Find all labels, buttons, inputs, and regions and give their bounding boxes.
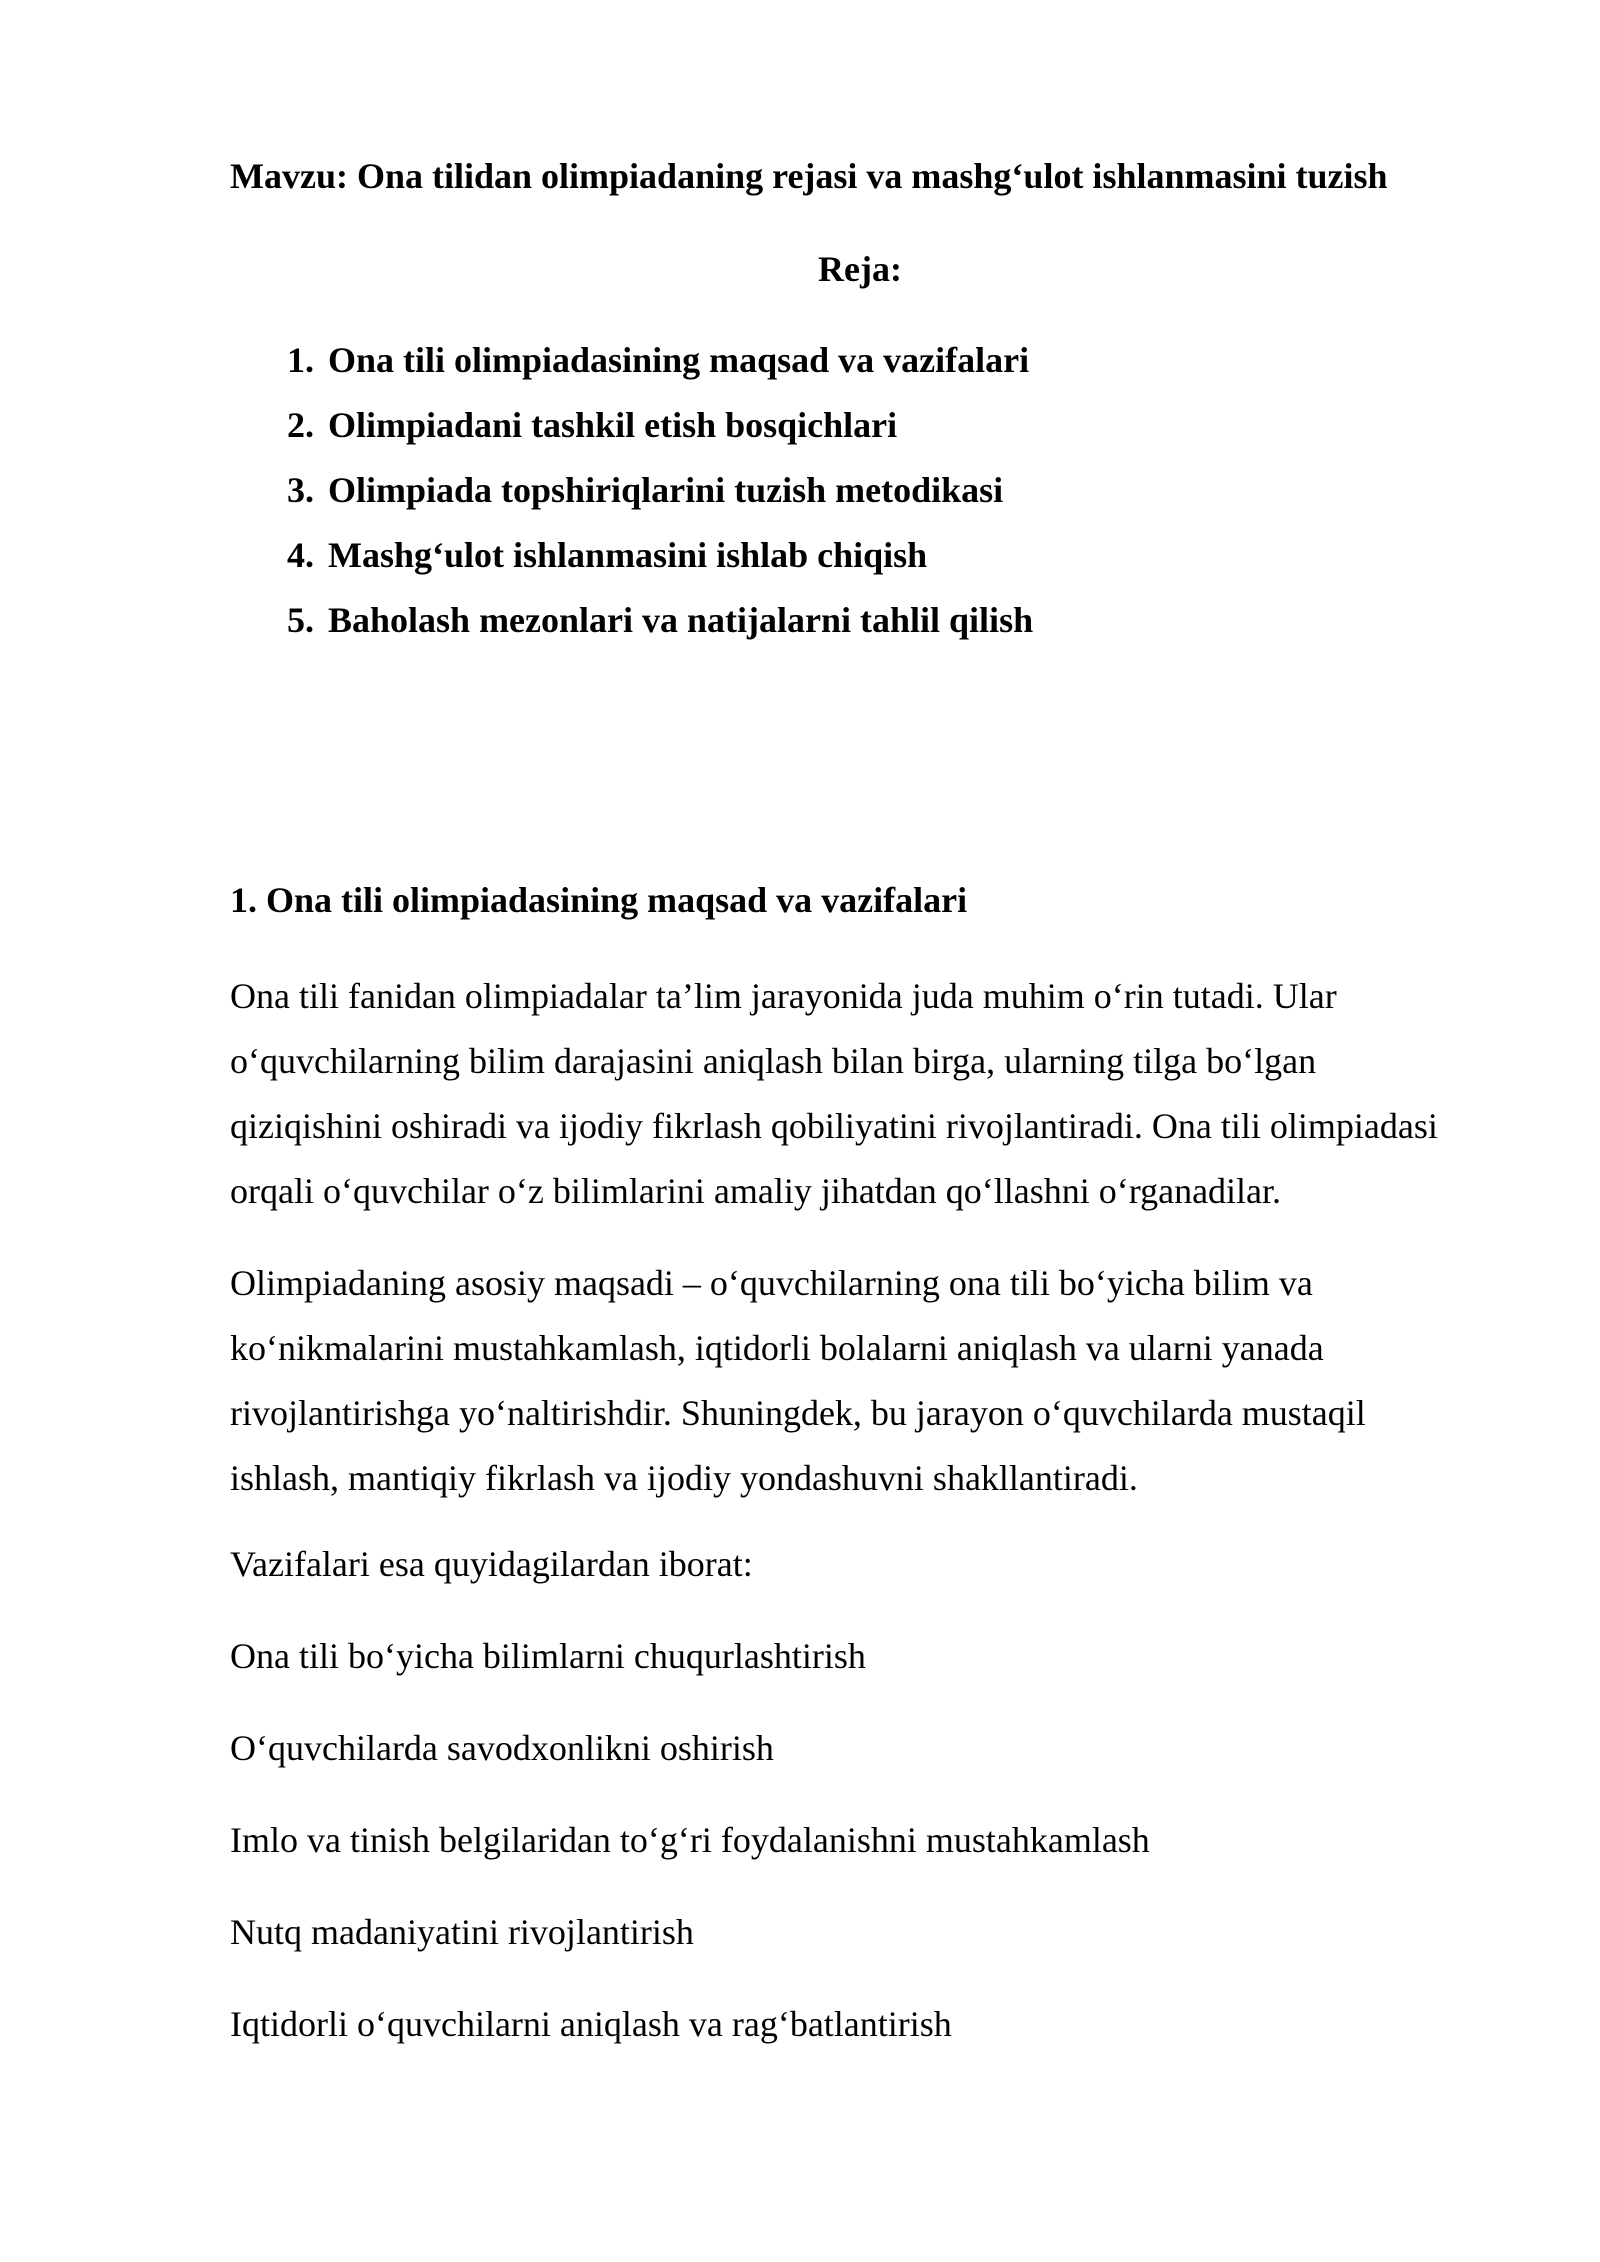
document-title: Mavzu: Ona tilidan olimpiadaning rejasi va mashg‘ulot ishlanmasini tuzish xyxy=(230,156,1388,196)
section-title: 1. Ona tili olimpiadasining maqsad va vazifalari xyxy=(230,880,968,920)
plan-item xyxy=(230,594,1033,659)
plan-item-text: Olimpiada topshiriqlarini tuzish metodikasi xyxy=(328,470,1004,510)
task-item: Imlo va tinish belgilaridan to‘g‘ri foydalanishni mustahkamlash xyxy=(230,1820,1150,1860)
plan-item-number: 1. xyxy=(287,340,314,380)
plan-item-number: 2. xyxy=(287,405,314,445)
task-item: O‘quvchilarda savodxonlikni oshirish xyxy=(230,1728,774,1768)
tasks-intro: Vazifalari esa quyidagilardan iborat: xyxy=(230,1544,753,1584)
plan-item-number: 4. xyxy=(287,535,314,575)
plan-item-text: Ona tili olimpiadasining maqsad va vazifalari xyxy=(328,340,1030,380)
plan-heading: Reja: xyxy=(818,249,902,289)
plan-item xyxy=(230,334,1033,399)
plan-item-number: 3. xyxy=(287,470,314,510)
paragraph: Olimpiadaning asosiy maqsadi – o‘quvchilarning ona tili bo‘yicha bilim va ko‘nikmalarini mustahkamlash, iqtidorli bolalarni aniqlash va ularni yanada rivojlantirishga yo‘naltirishdir. Shuningdek, bu jarayon o‘quvchilarda mustaqil ishlash, mantiqiy fikrlash va ijodiy yondashuvni shakllantiradi. xyxy=(230,1263,1366,1498)
paragraph: Ona tili fanidan olimpiadalar ta’lim jarayonida juda muhim o‘rin tutadi. Ular o‘quvchilarning bilim darajasini aniqlash bilan birga, ularning tilga bo‘lgan qiziqishini oshiradi va ijodiy fikrlash qobiliyatini rivojlantiradi. Ona tili olimpiadasi orqali o‘quvchilar o‘z bilimlarini amaliy jihatdan qo‘llashni o‘rganadilar. xyxy=(230,976,1438,1211)
plan-list xyxy=(230,334,1033,659)
plan-item-text: Olimpiadani tashkil etish bosqichlari xyxy=(328,405,898,445)
plan-item xyxy=(230,464,1033,529)
plan-item xyxy=(230,529,1033,594)
section-1 xyxy=(230,874,1470,2090)
task-item: Nutq madaniyatini rivojlantirish xyxy=(230,1912,694,1952)
plan-item xyxy=(230,399,1033,464)
plan-item-text: Mashg‘ulot ishlanmasini ishlab chiqish xyxy=(328,535,928,575)
task-item: Ona tili bo‘yicha bilimlarni chuqurlashtirish xyxy=(230,1636,866,1676)
plan-item-text: Baholash mezonlari va natijalarni tahlil qilish xyxy=(328,600,1034,640)
task-item: Iqtidorli o‘quvchilarni aniqlash va rag‘batlantirish xyxy=(230,2004,952,2044)
plan-item-number: 5. xyxy=(287,600,314,640)
